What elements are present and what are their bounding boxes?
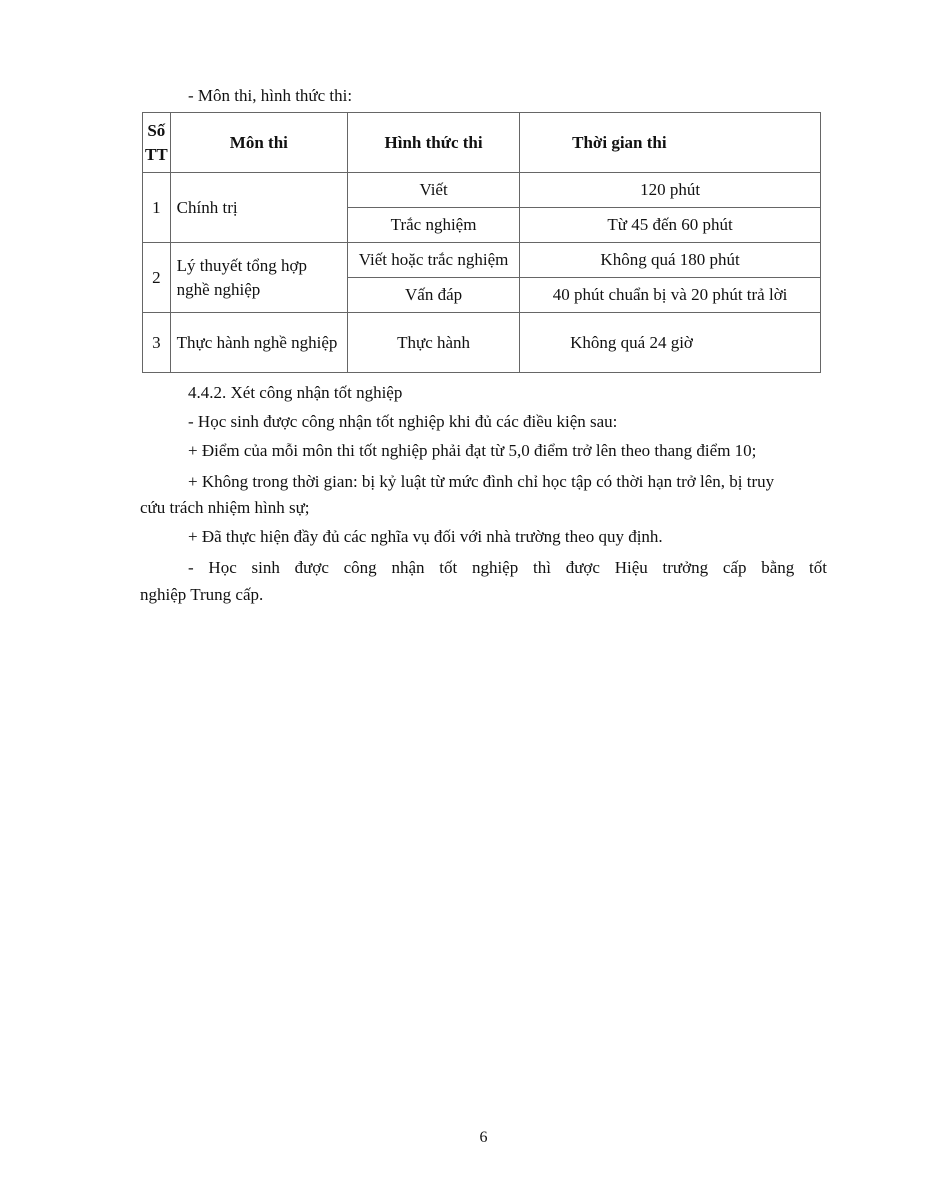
cell-stt: 3 — [143, 313, 171, 373]
cell-mon-thi: Thực hành nghề nghiệp — [170, 313, 347, 373]
section-heading: 4.4.2. Xét công nhận tốt nghiệp — [188, 383, 403, 402]
cell-mon-thi: Chính trị — [170, 173, 347, 243]
cell-hinh-thuc: Thực hành — [348, 313, 520, 373]
cell-mon-thi: Lý thuyết tổng hợp nghề nghiệp — [170, 243, 347, 313]
paragraph-diploma: - Học sinh được công nhận tốt nghiệp thì được Hiệu trưởng cấp bằng tốt — [188, 558, 827, 577]
paragraph-discipline-condition: + Không trong thời gian: bị kỷ luật từ mức đình chỉ học tập có thời hạn trở lên, bị truy — [188, 472, 775, 491]
cell-stt: 2 — [143, 243, 171, 313]
cell-thoi-gian: 120 phút — [520, 173, 821, 208]
cell-hinh-thuc: Viết hoặc trắc nghiệm — [348, 243, 520, 278]
paragraph-obligation-condition: + Đã thực hiện đầy đủ các nghĩa vụ đối với nhà trường theo quy định. — [188, 527, 663, 546]
header-stt: Số TT — [143, 113, 171, 173]
paragraph-conditions: - Học sinh được công nhận tốt nghiệp khi đủ các điều kiện sau: — [188, 412, 618, 431]
header-hinh-thuc-thi: Hình thức thi — [348, 113, 520, 173]
paragraph-diploma-cont: nghiệp Trung cấp. — [140, 585, 264, 604]
table-row — [143, 243, 821, 278]
cell-thoi-gian: 40 phút chuẩn bị và 20 phút trả lời — [520, 278, 821, 313]
cell-thoi-gian: Không quá 24 giờ — [520, 313, 821, 373]
cell-hinh-thuc: Vấn đáp — [348, 278, 520, 313]
cell-thoi-gian: Không quá 180 phút — [520, 243, 821, 278]
cell-stt: 1 — [143, 173, 171, 243]
table-row — [143, 173, 821, 208]
table-header-row — [143, 113, 821, 173]
header-mon-thi: Môn thi — [170, 113, 347, 173]
cell-hinh-thuc: Viết — [348, 173, 520, 208]
cell-hinh-thuc: Trắc nghiệm — [348, 208, 520, 243]
page-number: 6 — [479, 1129, 488, 1146]
table-row — [143, 313, 821, 373]
cell-thoi-gian: Từ 45 đến 60 phút — [520, 208, 821, 243]
header-thoi-gian-thi: Thời gian thi — [520, 113, 821, 173]
exam-table — [142, 112, 821, 373]
intro-text: - Môn thi, hình thức thi: — [188, 86, 353, 105]
paragraph-discipline-condition-cont: cứu trách nhiệm hình sự; — [140, 498, 310, 517]
paragraph-score-condition: + Điểm của mỗi môn thi tốt nghiệp phải đạt từ 5,0 điểm trở lên theo thang điểm 10; — [188, 441, 757, 460]
